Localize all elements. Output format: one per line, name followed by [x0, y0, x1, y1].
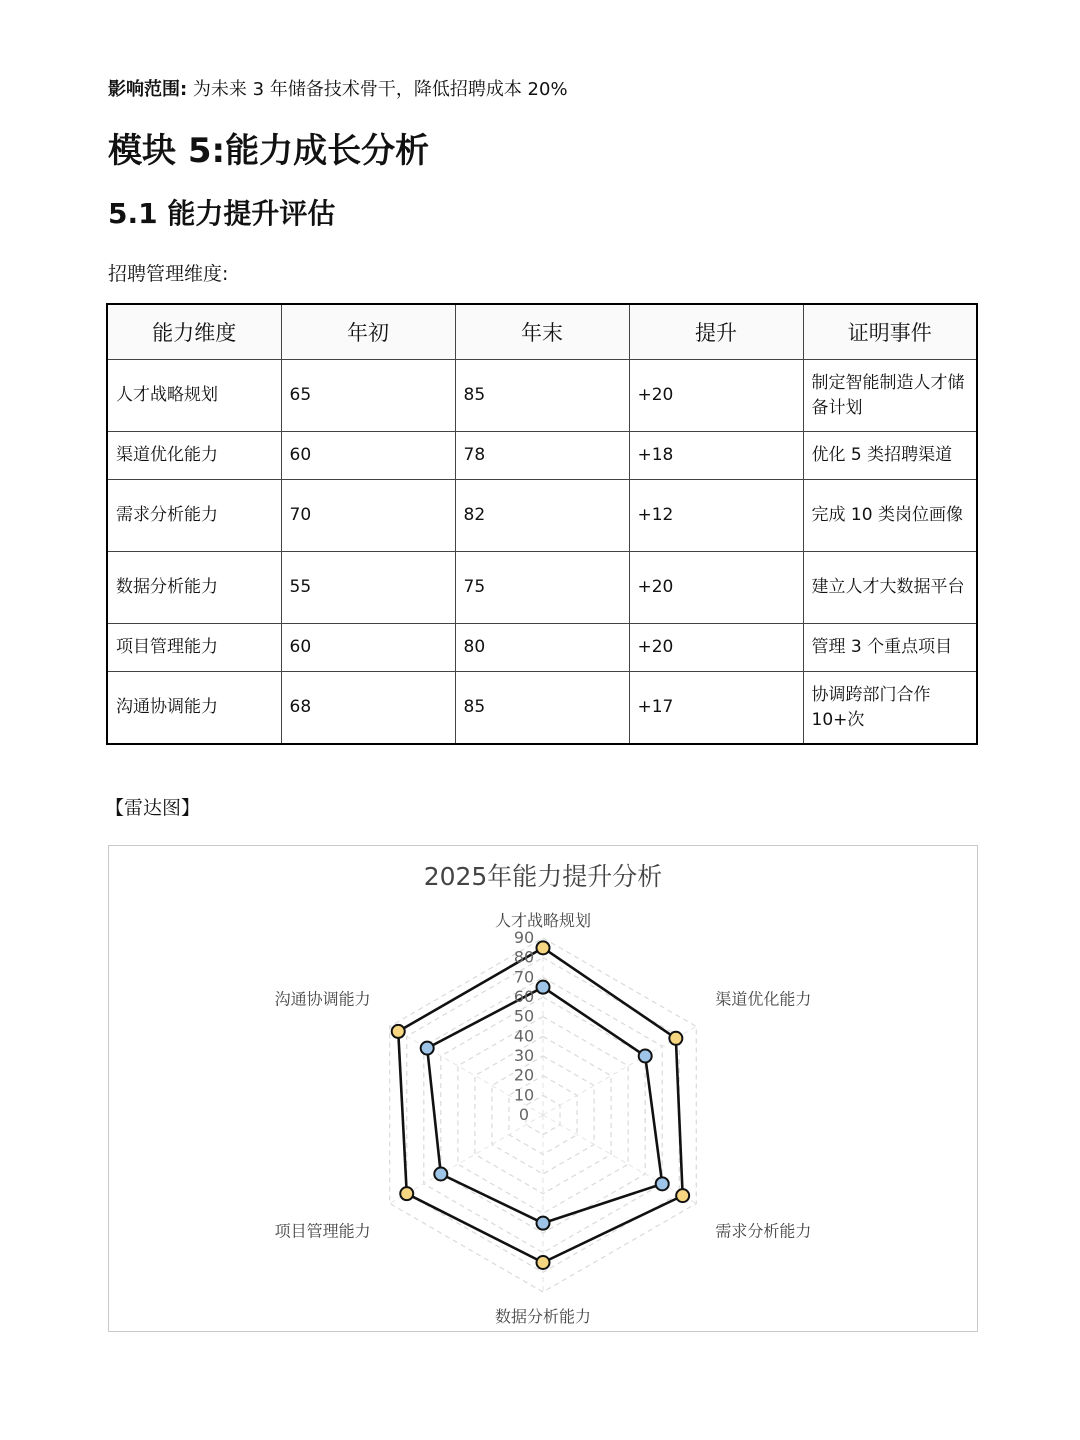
radar-data-point [656, 1177, 669, 1190]
ability-table [106, 303, 978, 745]
cell-gain: +12 [629, 480, 803, 552]
radar-tick-label: 40 [513, 1026, 535, 1046]
cell-end: 75 [455, 552, 629, 624]
radar-tick-label: 10 [513, 1085, 535, 1105]
cell-evidence: 完成 10 类岗位画像 [803, 480, 977, 552]
table-row [107, 552, 977, 624]
impact-line [108, 78, 568, 102]
radar-data-point [421, 1042, 434, 1055]
cell-end: 82 [455, 480, 629, 552]
cell-gain: +20 [629, 624, 803, 672]
cell-start: 55 [281, 552, 455, 624]
cell-dimension: 数据分析能力 [107, 552, 281, 624]
cell-end: 85 [455, 360, 629, 432]
radar-heading: 【雷达图】 [105, 797, 201, 819]
cell-end: 85 [455, 672, 629, 745]
radar-data-point [434, 1168, 447, 1181]
header-dimension: 能力维度 [107, 304, 281, 360]
cell-gain: +20 [629, 552, 803, 624]
cell-dimension: 项目管理能力 [107, 624, 281, 672]
cell-dimension: 人才战略规划 [107, 360, 281, 432]
radar-category-label: 人才战略规划 [494, 911, 592, 930]
radar-tick-label: 90 [513, 928, 535, 947]
dimension-label: 招聘管理维度: [108, 263, 229, 285]
table-row [107, 360, 977, 432]
header-start: 年初 [281, 304, 455, 360]
radar-category-label: 需求分析能力 [715, 1221, 812, 1241]
radar-tick-label: 20 [513, 1065, 535, 1085]
impact-text: 为未来 3 年储备技术骨干，降低招聘成本 20% [187, 79, 568, 100]
table-row [107, 432, 977, 480]
cell-evidence: 制定智能制造人才储备计划 [803, 360, 977, 432]
radar-data-point [537, 1256, 550, 1269]
cell-start: 70 [281, 480, 455, 552]
radar-data-point [537, 941, 550, 954]
table-row [107, 624, 977, 672]
radar-data-point [639, 1050, 652, 1063]
radar-category-label: 数据分析能力 [494, 1307, 592, 1326]
radar-chart [108, 845, 978, 1332]
radar-data-point [392, 1025, 405, 1038]
chart-title: 2025年能力提升分析 [423, 862, 663, 891]
cell-start: 60 [281, 432, 455, 480]
table-row [107, 672, 977, 745]
header-gain: 提升 [629, 304, 803, 360]
impact-label: 影响范围: [108, 79, 188, 100]
radar-data-point [400, 1187, 413, 1200]
radar-data-point [669, 1032, 682, 1045]
cell-evidence: 建立人才大数据平台 [803, 552, 977, 624]
cell-evidence: 协调跨部门合作 10+次 [803, 672, 977, 745]
radar-axis-line [543, 1115, 696, 1204]
radar-data-point [537, 981, 550, 994]
cell-evidence: 优化 5 类招聘渠道 [803, 432, 977, 480]
cell-gain: +17 [629, 672, 803, 745]
radar-tick-label: 70 [513, 967, 535, 987]
radar-tick-label: 80 [513, 947, 535, 967]
cell-start: 68 [281, 672, 455, 745]
radar-data-point [537, 1217, 550, 1230]
radar-chart-svg [109, 846, 977, 1331]
radar-series-line [427, 987, 662, 1223]
header-end: 年末 [455, 304, 629, 360]
cell-dimension: 沟通协调能力 [107, 672, 281, 745]
section-title: 5.1 能力提升评估 [108, 197, 336, 230]
radar-category-label: 沟通协调能力 [274, 989, 371, 1009]
radar-tick-label: 50 [513, 1006, 535, 1026]
cell-dimension: 渠道优化能力 [107, 432, 281, 480]
cell-start: 65 [281, 360, 455, 432]
radar-tick-label: 60 [513, 987, 535, 1006]
cell-end: 80 [455, 624, 629, 672]
cell-evidence: 管理 3 个重点项目 [803, 624, 977, 672]
radar-tick-label: 0 [518, 1105, 530, 1124]
module-title: 模块 5:能力成长分析 [108, 131, 430, 171]
radar-tick-label: 30 [513, 1046, 535, 1065]
table-row [107, 480, 977, 552]
cell-start: 60 [281, 624, 455, 672]
cell-dimension: 需求分析能力 [107, 480, 281, 552]
radar-category-label: 项目管理能力 [274, 1221, 371, 1241]
cell-end: 78 [455, 432, 629, 480]
radar-category-label: 渠道优化能力 [715, 989, 812, 1009]
cell-gain: +20 [629, 360, 803, 432]
table-header-row [107, 304, 977, 360]
cell-gain: +18 [629, 432, 803, 480]
header-evidence: 证明事件 [803, 304, 977, 360]
radar-data-point [676, 1189, 689, 1202]
